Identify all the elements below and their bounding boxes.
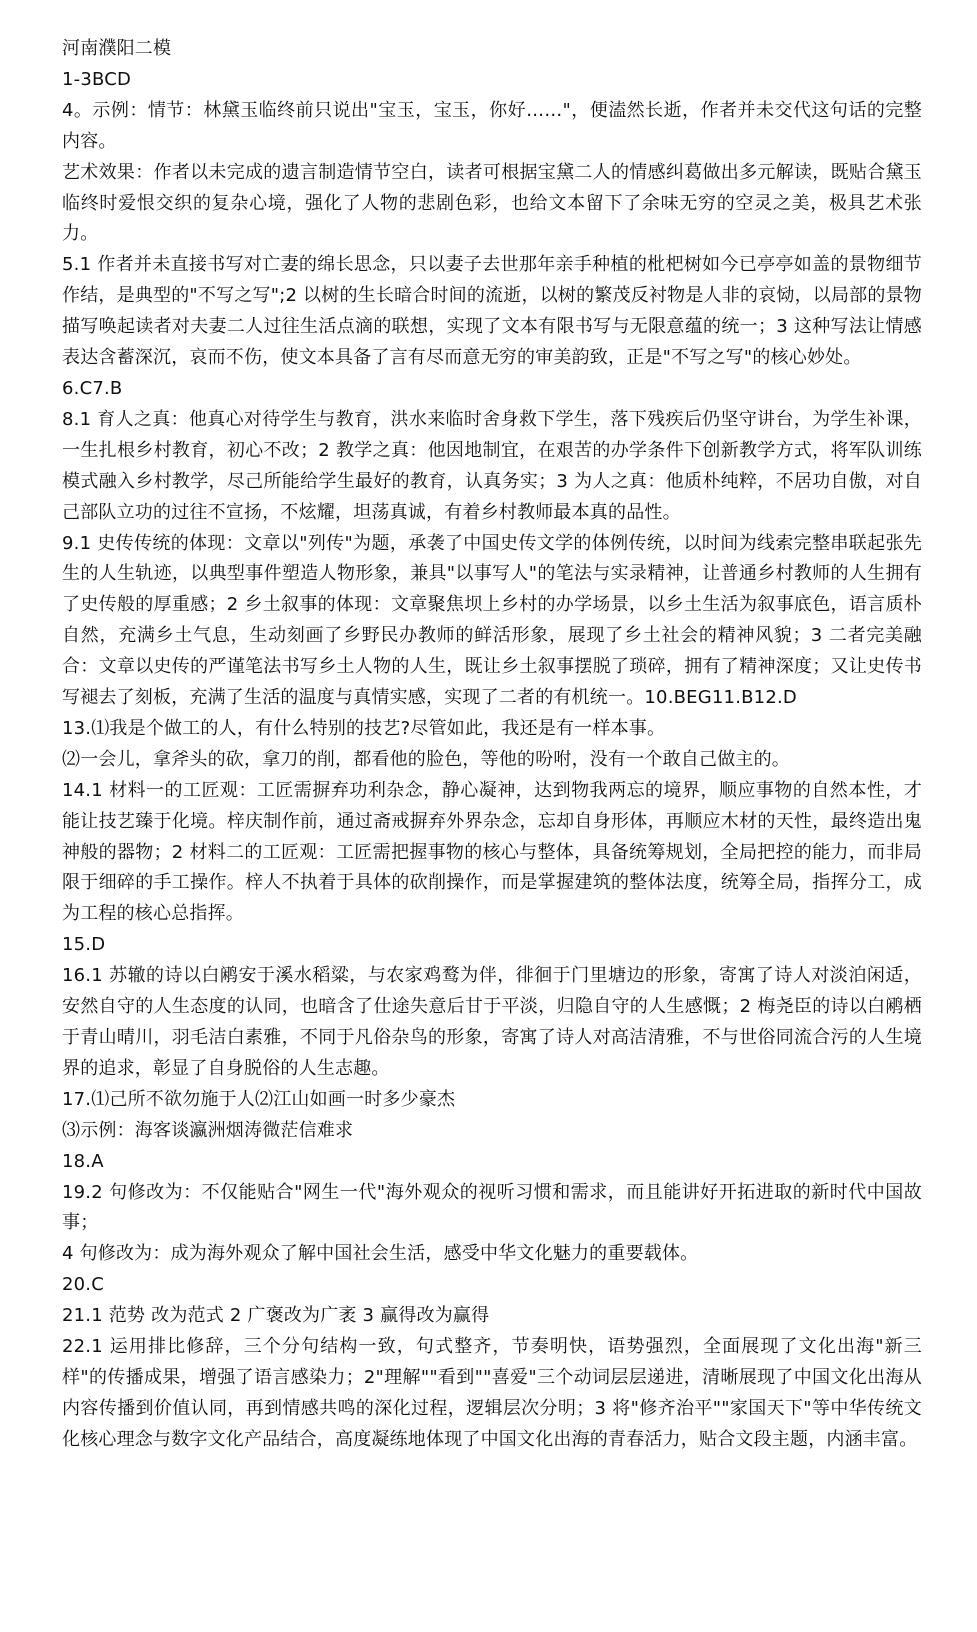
answer-14: 14.1 材料一的工匠观：工匠需摒弃功利杂念，静心凝神，达到物我两忘的境界，顺应事物的自然本性，才能让技艺臻于化境。梓庆制作前，通过斋戒摒弃外界杂念，忘却自身形体，再顺应木材的天性，最终造出鬼神般的器物；2 材料二的工匠观：工匠需把握事物的核心与整体，具备统筹规划，全局把控的能力，而非局限于细碎的手工操作。梓人不执着于具体的砍削操作，而是掌握建筑的整体法度，统筹全局，指挥分工，成为工程的核心总指挥。 xyxy=(62,779,922,925)
answer-document xyxy=(62,34,922,1456)
answer-17-1-2: 17.⑴己所不欲勿施于人⑵江山如画一时多少豪杰 xyxy=(62,1088,456,1110)
document-title: 河南濮阳二模 xyxy=(62,38,172,59)
answer-19-2: 19.2 句修改为：不仅能贴合"网生一代"海外观众的视听习惯和需求，而且能讲好开拓进取的新时代中国故事； xyxy=(62,1181,922,1234)
answer-4-effect: 艺术效果：作者以未完成的遗言制造情节空白，读者可根据宝黛二人的情感纠葛做出多元解读，既贴合黛玉临终时爱恨交织的复杂心境，强化了人物的悲剧色彩，也给文本留下了余味无穷的空灵之美，极具艺术张力。 xyxy=(62,161,922,245)
answer-22: 22.1 运用排比修辞，三个分句结构一致，句式整齐，节奏明快，语势强烈，全面展现了文化出海"新三样"的传播成果，增强了语言感染力；2"理解""看到""喜爱"三个动词层层递进，清晰展现了中国文化出海从内容传播到价值认同，再到情感共鸣的深化过程，逻辑层次分明；3 将"修齐治平""家国天下"等中华传统文化核心理念与数字文化产品结合，高度凝练地体现了中国文化出海的青春活力，贴合文段主题，内涵丰富。 xyxy=(62,1336,922,1450)
answer-19-4: 4 句修改为：成为海外观众了解中国社会生活，感受中华文化魅力的重要载体。 xyxy=(62,1243,699,1265)
answer-8: 8.1 育人之真：他真心对待学生与教育，洪水来临时舍身救下学生，落下残疾后仍坚守讲台，为学生补课，一生扎根乡村教育，初心不改；2 教学之真：他因地制宜，在艰苦的办学条件下创新教学方式，将军队训练模式融入乡村教学，尽己所能给学生最好的教育，认真务实；3 为人之真：他质朴纯粹，不居功自傲，对自己部队立功的过往不宣扬，不炫耀，坦荡真诚，有着乡村教师最本真的品性。 xyxy=(62,408,922,523)
answer-6-7: 6.C7.B xyxy=(62,377,123,399)
answer-13-1: 13.⑴我是个做工的人，有什么特别的技艺?尽管如此，我还是有一样本事。 xyxy=(62,717,666,739)
answer-20: 20.C xyxy=(62,1274,104,1296)
answer-4-example: 4。示例：情节：林黛玉临终前只说出"宝玉，宝玉，你好……"，便溘然长逝，作者并未交代这句话的完整内容。 xyxy=(62,99,922,152)
answer-9-12: 9.1 史传传统的体现：文章以"列传"为题，承袭了中国史传文学的体例传统，以时间为线索完整串联起张先生的人生轨迹，以典型事件塑造人物形象，兼具"以事写人"的笔法与实录精神，让普通乡村教师的人生拥有了史传般的厚重感；2 乡土叙事的体现：文章聚焦坝上乡村的办学场景，以乡土生活为叙事底色，语言质朴自然，充满乡土气息，生动刻画了乡野民办教师的鲜活形象，展现了乡土社会的精神风貌；3 二者完美融合：文章以史传的严谨笔法书写乡土人物的人生，既让乡土叙事摆脱了琐碎，拥有了精神深度；又让史传书写褪去了刻板，充满了生活的温度与真情实感，实现了二者的有机统一。10.BEG11.B12.D xyxy=(62,532,922,709)
answer-5: 5.1 作者并未直接书写对亡妻的绵长思念，只以妻子去世那年亲手种植的枇杷树如今已亭亭如盖的景物细节作结，是典型的"不写之写";2 以树的生长暗合时间的流逝，以树的繁茂反衬物是人非的哀恸，以局部的景物描写唤起读者对夫妻二人过往生活点滴的联想，实现了文本有限书写与无限意蕴的统一；3 这种写法让情感表达含蓄深沉，哀而不伤，使文本具备了言有尽而意无穷的审美韵致，正是"不写之写"的核心妙处。 xyxy=(62,254,922,369)
answer-13-2: ⑵一会儿，拿斧头的砍，拿刀的削，都看他的脸色，等他的吩咐，没有一个敢自己做主的。 xyxy=(62,748,790,770)
answer-1-3: 1-3BCD xyxy=(62,68,132,90)
answer-16: 16.1 苏辙的诗以白鹇安于溪水稻粱，与农家鸡鹜为伴，徘徊于门里塘边的形象，寄寓了诗人对淡泊闲适，安然自守的人生态度的认同，也暗含了仕途失意后甘于平淡，归隐自守的人生感慨；2 梅尧臣的诗以白鹇栖于青山晴川，羽毛洁白素雅，不同于凡俗杂鸟的形象，寄寓了诗人对高洁清雅，不与世俗同流合污的人生境界的追求，彰显了自身脱俗的人生志趣。 xyxy=(62,965,922,1079)
answer-18: 18.A xyxy=(62,1150,104,1172)
answer-17-3: ⑶示例：海客谈瀛洲烟涛微茫信难求 xyxy=(62,1119,354,1141)
answer-15: 15.D xyxy=(62,934,106,956)
answer-21: 21.1 范势 改为范式 2 广褒改为广袤 3 赢得改为赢得 xyxy=(62,1305,490,1327)
